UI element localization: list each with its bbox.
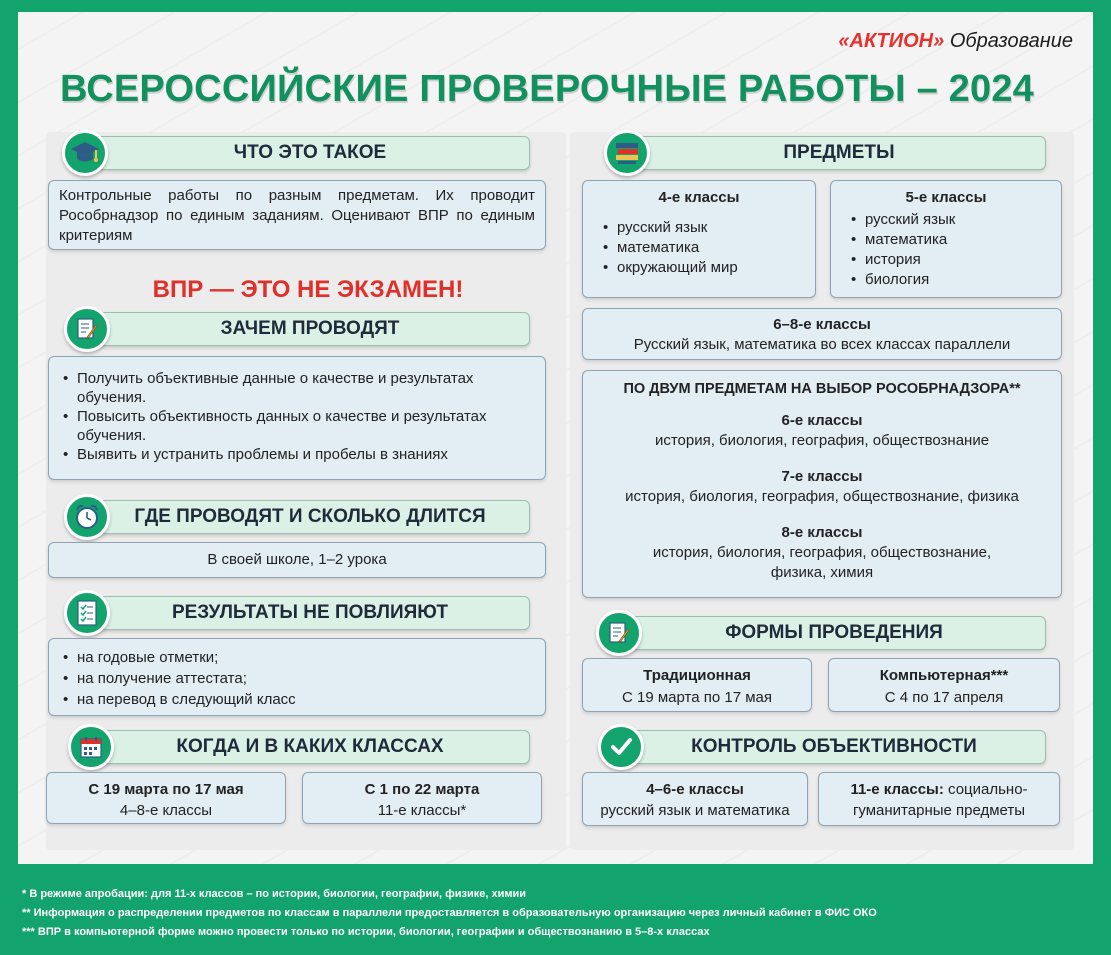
control-header-label: КОНТРОЛЬ ОБЪЕКТИВНОСТИ	[691, 736, 977, 757]
grade5-title: 5-е классы	[905, 189, 987, 206]
grade5-item-1: • русский язык	[849, 210, 1061, 230]
results-item-2: • на получение аттестата;	[61, 668, 535, 689]
alarm-clock-icon	[64, 494, 110, 540]
when-box-2	[302, 772, 542, 824]
forms-box-2-text: С 4 по 17 апреля	[884, 689, 1004, 706]
grade6-title: 6-е классы	[781, 412, 863, 429]
page-title: ВСЕРОССИЙСКИЕ ПРОВЕРОЧНЫЕ РАБОТЫ – 2024	[60, 68, 1035, 110]
forms-box-1-text: С 19 марта по 17 мая	[622, 689, 772, 706]
grade5-list	[849, 210, 1061, 290]
subjects-grade4-box	[582, 180, 816, 298]
document-pencil-icon	[596, 610, 642, 656]
footnote-1: * В режиме апробации: для 11-х классов – по истории, биологии, географии, физике, химии	[22, 888, 527, 900]
control-box-2-title: 11-е классы:	[850, 781, 944, 798]
control-box-1-text: русский язык и математика	[600, 802, 790, 819]
results-box	[48, 638, 546, 716]
grade4-item-3: • окружающий мир	[601, 258, 815, 278]
calendar-icon	[68, 724, 114, 770]
subjects-header	[632, 136, 1046, 170]
control-box-2-rest: социально-	[943, 781, 1028, 798]
why-item-3: • Выявить и устранить проблемы и пробелы в знаниях	[61, 445, 535, 464]
forms-box-1-title: Традиционная	[643, 667, 751, 684]
why-box	[48, 356, 546, 480]
checklist-icon	[64, 590, 110, 636]
slogan: ВПР — ЭТО НЕ ЭКЗАМЕН!	[152, 276, 464, 303]
why-list	[61, 369, 535, 464]
results-list	[61, 647, 535, 710]
subjects-header-label: ПРЕДМЕТЫ	[783, 142, 895, 163]
grade8-text-line1: история, биология, география, обществознание,	[652, 544, 992, 561]
grade6-text: история, биология, география, обществознание	[654, 432, 990, 449]
grade7-text: история, биология, география, обществознание, физика	[625, 488, 1019, 505]
footnote-2: ** Информация о распределении предметов по классам в параллели предоставляется в образовательную организацию через личный кабинет в ФИС ОКО	[22, 907, 877, 919]
grade68-title: 6–8-е классы	[773, 316, 871, 333]
grade5-item-3: • история	[849, 250, 1061, 270]
subjects-grade5-box	[830, 180, 1062, 298]
results-header-label: РЕЗУЛЬТАТЫ НЕ ПОВЛИЯЮТ	[171, 602, 449, 623]
control-box-2-line2: гуманитарные предметы	[852, 802, 1026, 819]
control-header	[622, 730, 1046, 764]
when-box-2-text: 11-е классы*	[377, 802, 467, 819]
when-box-2-title: С 1 по 22 марта	[364, 781, 480, 798]
grade68-text: Русский язык, математика во всех классах параллели	[633, 336, 1011, 353]
grade8-text-line2: физика, химия	[770, 564, 874, 581]
subjects-grade68-box	[582, 308, 1062, 360]
grade7-title: 7-е классы	[781, 468, 863, 485]
forms-header	[622, 616, 1046, 650]
brand-part-2: Образование	[949, 30, 1073, 52]
forms-box-2	[828, 658, 1060, 712]
what-header-label: ЧТО ЭТО ТАКОЕ	[233, 142, 387, 163]
when-box-1-title: С 19 марта по 17 мая	[88, 781, 244, 798]
choice-title: ПО ДВУМ ПРЕДМЕТАМ НА ВЫБОР РОСОБРНАДЗОРА**	[623, 381, 1021, 397]
results-header	[90, 596, 530, 630]
grade4-list	[601, 218, 815, 278]
when-box-1-text: 4–8-е классы	[119, 802, 213, 819]
what-header	[90, 136, 530, 170]
document-pencil-icon	[64, 306, 110, 352]
brand-part-1: «АКТИОН»	[838, 30, 945, 52]
forms-box-2-title: Компьютерная***	[879, 667, 1009, 684]
grade4-title: 4-е классы	[658, 189, 740, 206]
why-item-1: • Получить объективные данные о качестве и результатах обучения.	[61, 369, 535, 407]
why-item-2: • Повысить объективность данных о качестве и результатах обучения.	[61, 407, 535, 445]
why-header-label: ЗАЧЕМ ПРОВОДЯТ	[220, 318, 400, 339]
what-text: Контрольные работы по разным предметам. Их проводит Рособрнадзор по единым заданиям. Оценивают ВПР по единым критериям	[59, 187, 535, 244]
results-item-1: • на годовые отметки;	[61, 647, 535, 668]
grade4-item-1: • русский язык	[601, 218, 815, 238]
control-box-1	[582, 772, 808, 826]
poster-sheet	[18, 12, 1093, 864]
forms-box-1	[582, 658, 812, 712]
footnote-3: *** ВПР в компьютерной форме можно провести только по истории, биологии, географии и обществознанию в 5–8-х классах	[22, 926, 710, 938]
grade4-item-2: • математика	[601, 238, 815, 258]
forms-header-label: ФОРМЫ ПРОВЕДЕНИЯ	[725, 622, 943, 643]
where-box	[48, 542, 546, 578]
when-box-1	[46, 772, 286, 824]
results-item-3: • на перевод в следующий класс	[61, 689, 535, 710]
control-box-1-title: 4–6-е классы	[646, 781, 744, 798]
brand-logo	[838, 30, 1073, 53]
when-header-label: КОГДА И В КАКИХ КЛАССАХ	[176, 736, 444, 757]
subjects-choice-box	[582, 370, 1062, 598]
where-text: В своей школе, 1–2 урока	[207, 551, 387, 568]
control-box-2	[818, 772, 1060, 826]
why-header	[90, 312, 530, 346]
where-header-label: ГДЕ ПРОВОДЯТ И СКОЛЬКО ДЛИТСЯ	[134, 506, 486, 527]
when-header	[90, 730, 530, 764]
graduation-cap-icon	[62, 130, 108, 176]
what-box	[48, 180, 546, 250]
grade8-title: 8-е классы	[781, 524, 863, 541]
checkmark-icon	[598, 724, 644, 770]
grade5-item-4: • биология	[849, 270, 1061, 290]
grade5-item-2: • математика	[849, 230, 1061, 250]
where-header	[90, 500, 530, 534]
books-icon	[604, 130, 650, 176]
